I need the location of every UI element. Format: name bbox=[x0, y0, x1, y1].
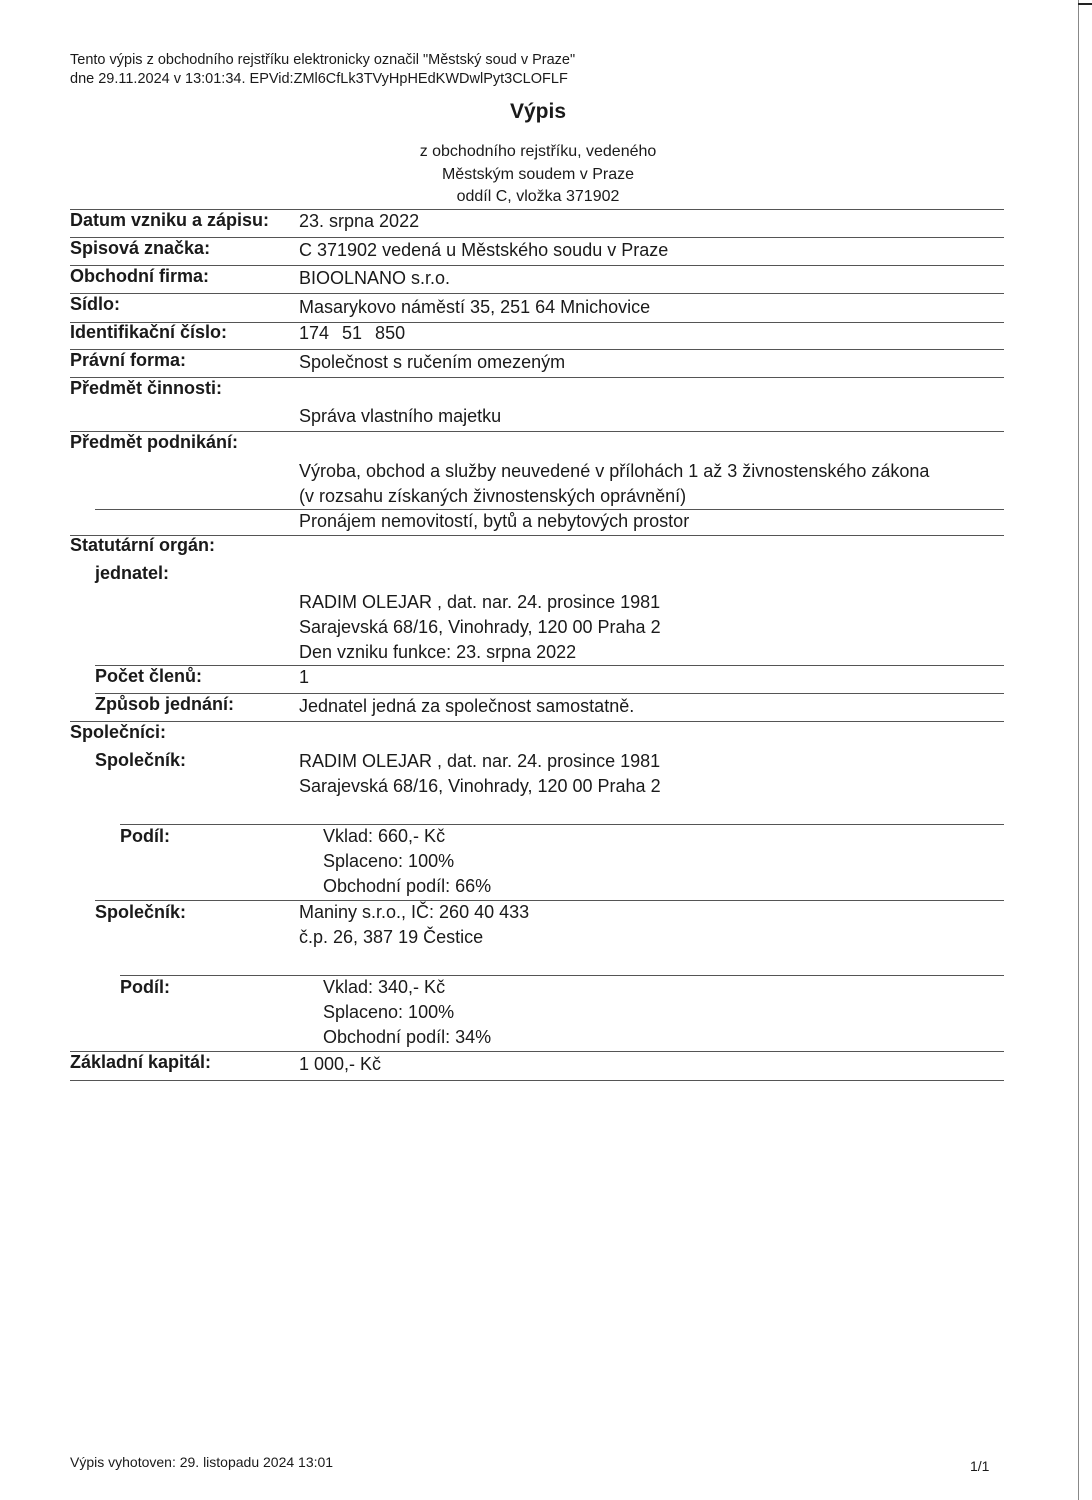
podnikani-item-1-line-2: (v rozsahu získaných živnostenských oprávnění) bbox=[299, 486, 687, 506]
podil-1-obchodni-podil: Obchodní podíl: 66% bbox=[323, 876, 492, 896]
divider bbox=[95, 665, 1004, 666]
predmet-cinnosti-label: Předmět činnosti: bbox=[70, 378, 223, 398]
statutarni-organ-label: Statutární orgán: bbox=[70, 535, 216, 555]
podil-1-label: Podíl: bbox=[120, 826, 170, 846]
divider bbox=[70, 721, 1004, 722]
pocet-clenu-label: Počet členů: bbox=[95, 666, 203, 686]
divider bbox=[120, 824, 1004, 825]
spolecnik-1-label: Společník: bbox=[95, 750, 187, 770]
divider bbox=[120, 975, 1004, 976]
podil-2-obchodni-podil: Obchodní podíl: 34% bbox=[323, 1027, 492, 1047]
divider bbox=[95, 509, 1004, 510]
page-edge-mark bbox=[1074, 0, 1092, 1500]
pravni-forma-value: Společnost s ručením omezeným bbox=[299, 352, 566, 372]
divider bbox=[70, 293, 1004, 294]
podil-2-label: Podíl: bbox=[120, 977, 170, 997]
footer-page-number: 1/1 bbox=[970, 1458, 990, 1474]
datum-value: 23. srpna 2022 bbox=[299, 211, 420, 231]
podil-1-splaceno: Splaceno: 100% bbox=[323, 851, 455, 871]
zpusob-jednani-value: Jednatel jedná za společnost samostatně. bbox=[299, 696, 635, 716]
signature-line-2: dne 29.11.2024 v 13:01:34. EPVid:ZMl6CfLk3TVyHpHEdKWDwlPyt3CLOFLF bbox=[70, 71, 568, 87]
sidlo-value: Masarykovo náměstí 35, 251 64 Mnichovice bbox=[299, 297, 651, 317]
document-subtitle-1: z obchodního rejstříku, vedeného bbox=[419, 143, 657, 160]
spolecnik-2-name: Maniny s.r.o., IČ: 260 40 433 bbox=[299, 902, 530, 922]
divider bbox=[70, 237, 1004, 238]
obchodni-firma-value: BIOOLNANO s.r.o. bbox=[299, 268, 451, 288]
pravni-forma-label: Právní forma: bbox=[70, 350, 187, 370]
signature-line-1: Tento výpis z obchodního rejstříku elektronicky označil "Městský soud v Praze" bbox=[70, 52, 576, 68]
podil-2-vklad: Vklad: 340,- Kč bbox=[323, 977, 446, 997]
zakladni-kapital-label: Základní kapitál: bbox=[70, 1052, 212, 1072]
spolecnici-label: Společníci: bbox=[70, 722, 167, 742]
spolecnik-1-address: Sarajevská 68/16, Vinohrady, 120 00 Praha 2 bbox=[299, 776, 661, 796]
podnikani-item-2: Pronájem nemovitostí, bytů a nebytových prostor bbox=[299, 511, 690, 531]
jednatel-label: jednatel: bbox=[95, 563, 170, 583]
ico-value: 174 51 850 bbox=[299, 323, 406, 343]
jednatel-address: Sarajevská 68/16, Vinohrady, 120 00 Praha 2 bbox=[299, 617, 661, 637]
zpusob-jednani-label: Způsob jednání: bbox=[95, 694, 234, 714]
obchodni-firma-label: Obchodní firma: bbox=[70, 266, 209, 286]
podnikani-item-1-line-1: Výroba, obchod a služby neuvedené v přílohách 1 až 3 živnostenského zákona bbox=[299, 461, 930, 481]
divider bbox=[95, 900, 1004, 901]
divider bbox=[70, 265, 1004, 266]
document-subtitle-2: Městským soudem v Praze bbox=[441, 166, 635, 183]
spisova-znacka-value: C 371902 vedená u Městského soudu v Praze bbox=[299, 240, 669, 260]
jednatel-function-start: Den vzniku funkce: 23. srpna 2022 bbox=[299, 642, 577, 662]
footer-created: Výpis vyhotoven: 29. listopadu 2024 13:01 bbox=[70, 1454, 334, 1470]
zakladni-kapital-value: 1 000,- Kč bbox=[299, 1054, 382, 1074]
sidlo-label: Sídlo: bbox=[70, 294, 120, 314]
predmet-podnikani-label: Předmět podnikání: bbox=[70, 432, 239, 452]
spisova-znacka-label: Spisová značka: bbox=[70, 238, 211, 258]
spolecnik-1-name: RADIM OLEJAR , dat. nar. 24. prosince 1981 bbox=[299, 751, 661, 771]
ico-label: Identifikační číslo: bbox=[70, 322, 228, 342]
spolecnik-2-address: č.p. 26, 387 19 Čestice bbox=[299, 927, 484, 947]
document-subtitle-3: oddíl C, vložka 371902 bbox=[456, 188, 620, 205]
document-title: Výpis bbox=[509, 100, 567, 123]
divider bbox=[70, 349, 1004, 350]
predmet-cinnosti-value: Správa vlastního majetku bbox=[299, 406, 502, 426]
spolecnik-2-label: Společník: bbox=[95, 902, 187, 922]
podil-1-vklad: Vklad: 660,- Kč bbox=[323, 826, 446, 846]
pocet-clenu-value: 1 bbox=[299, 667, 310, 687]
datum-label: Datum vzniku a zápisu: bbox=[70, 210, 270, 230]
podil-2-splaceno: Splaceno: 100% bbox=[323, 1002, 455, 1022]
jednatel-name: RADIM OLEJAR , dat. nar. 24. prosince 1981 bbox=[299, 592, 661, 612]
divider bbox=[70, 1080, 1004, 1081]
